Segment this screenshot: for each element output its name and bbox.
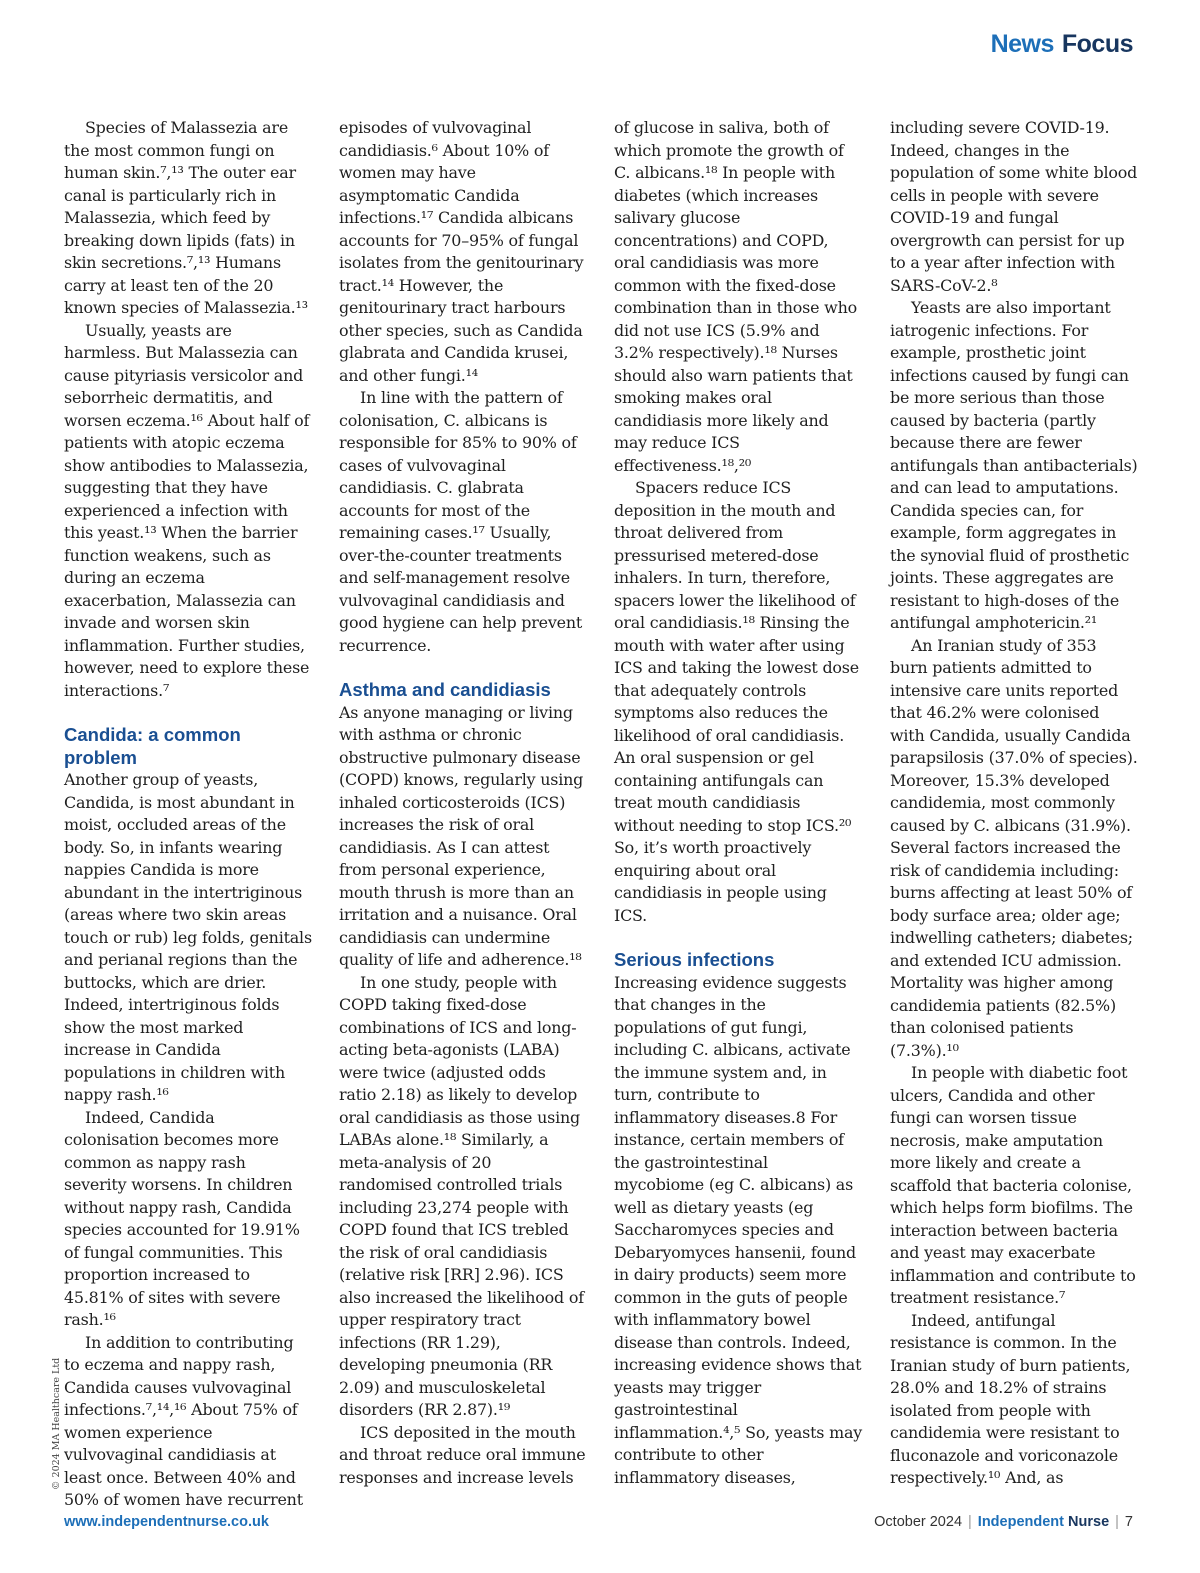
magazine-name-a: Independent — [977, 1514, 1064, 1530]
issue-date: October 2024 — [874, 1514, 963, 1530]
footer-folio — [874, 1514, 1133, 1530]
page-footer — [64, 1514, 1133, 1536]
paragraph: In line with the pattern of colonisation, C. albicans is responsible for 85% to 90% of cases of vulvovaginal candidiasis. C. glabrata accounts for most of the remaining cases.¹⁷ Usually, over-the-counter treatments and self-management resolve vulvovaginal candidiasis and good hygiene can help prevent recurrence. — [339, 388, 583, 655]
subheading-asthma: Asthma and candidiasis — [339, 679, 551, 700]
paragraph: In people with diabetic foot ulcers, Candida and other fungi can worsen tissue necrosis, make amputation more likely and create a scaffold that bacteria colonise, which helps form biofilms. The interaction between bacteria and yeast may exacerbate inflammation and contribute to treatment resistance.⁷ — [890, 1063, 1136, 1307]
paragraph: An Iranian study of 353 burn patients admitted to intensive care units reported that 46.2% were colonised with Candida, usually Candida parapsilosis (37.0% of species). Moreover, 15.3% developed candidemia, most commonly caused by C. albicans (31.9%). Several factors increased the risk of candidemia including: burns affecting at least 50% of body surface area; older age; indwelling catheters; diabetes; and extended ICU admission. Mortality was higher among candidemia patients (82.5%) than colonised patients (7.3%).¹⁰ — [890, 635, 1138, 1060]
paragraph: Species of Malassezia are the most common fungi on human skin.⁷,¹³ The outer ear canal is particularly rich in Malassezia, which feed by breaking down lipids (fats) in skin secretions.⁷,¹³ Humans carry at least ten of the 20 known species of Malassezia.¹³ — [64, 118, 308, 317]
website-link[interactable]: www.independentnurse.co.uk — [64, 1514, 269, 1530]
article-column-3 — [614, 117, 862, 1489]
subheading-candida: Candida: a common problem — [64, 724, 241, 768]
paragraph: of glucose in saliva, both of which promote the growth of C. albicans.¹⁸ In people with diabetes (which increases salivary glucose concentrations) and COPD, oral candidiasis was more common with the fixed-dose combination than in those who did not use ICS (5.9% and 3.2% respectively).¹⁸ Nurses should also warn patients that smoking makes oral candidiasis more likely and may reduce ICS effectiveness.¹⁸,²⁰ — [614, 118, 857, 475]
paragraph: Yeasts are also important iatrogenic infections. For example, prosthetic joint infections caused by fungi can be more serious than those caused by bacteria (partly because there are fewer antifungals than antibacterials) and can lead to amputations. Candida species can, for example, form aggregates in the synovial fluid of prosthetic joints. These aggregates are resistant to high-doses of the antifungal amphotericin.²¹ — [890, 298, 1138, 632]
paragraph: Indeed, antifungal resistance is common. In the Iranian study of burn patients, 28.0% and 18.2% of strains isolated from people with candidemia were resistant to fluconazole and voriconazole respectively.¹⁰ And, as — [890, 1310, 1131, 1487]
copyright-notice: © 2024 MA Healthcare Ltd — [51, 1357, 62, 1490]
paragraph: including severe COVID-19. Indeed, changes in the population of some white blood cells in people with severe COVID-19 and fungal overgrowth can persist for up to a year after infection with SARS-CoV-2.⁸ — [890, 118, 1138, 295]
paragraph: In addition to contributing to eczema and nappy rash, Candida causes vulvovaginal infections.⁷,¹⁴,¹⁶ About 75% of women experience vulvovaginal candidiasis at least once. Between 40% and 50% of women have recurrent — [64, 1332, 303, 1509]
magazine-name-b: Nurse — [1068, 1514, 1110, 1530]
page-number: 7 — [1124, 1514, 1133, 1530]
article-column-1 — [64, 117, 312, 1512]
section-label-focus: Focus — [1061, 30, 1133, 58]
paragraph: episodes of vulvovaginal candidiasis.⁶ About 10% of women may have asymptomatic Candida infections.¹⁷ Candida albicans accounts for 70–95% of fungal isolates from the genitourinary tract.¹⁴ However, the genitourinary tract harbours other species, such as Candida glabrata and Candida krusei, and other fungi.¹⁴ — [339, 118, 584, 385]
folio-separator: | — [968, 1514, 972, 1530]
paragraph: Spacers reduce ICS deposition in the mouth and throat delivered from pressurised metered-dose inhalers. In turn, therefore, spacers lower the likelihood of oral candidiasis.¹⁸ Rinsing the mouth with water after using ICS and taking the lowest dose that adequately controls symptoms also reduces the likelihood of oral candidiasis. An oral suspension or gel containing antifungals can treat mouth candidiasis without needing to stop ICS.²⁰ So, it’s worth proactively enquiring about oral candidiasis in people using ICS. — [614, 478, 859, 925]
article-column-4 — [890, 117, 1138, 1490]
section-label-news: News — [990, 30, 1054, 58]
paragraph: Increasing evidence suggests that changes in the populations of gut fungi, including C. albicans, activate the immune system and, in turn, contribute to inflammatory diseases.8 For instance, certain members of the gastrointestinal mycobiome (eg C. albicans) as well as dietary yeasts (eg Saccharomyces species and Debaryomyces hansenii, found in dairy products) seem more common in the guts of people with inflammatory bowel disease than controls. Indeed, increasing evidence shows that yeasts may trigger gastrointestinal inflammation.⁴,⁵ So, yeasts may contribute to other inflammatory diseases, — [614, 972, 863, 1487]
paragraph: Indeed, Candida colonisation becomes more common as nappy rash severity worsens. In children without nappy rash, Candida species accounted for 19.91% of fungal communities. This proportion increased to 45.81% of sites with severe rash.¹⁶ — [64, 1107, 300, 1329]
paragraph: ICS deposited in the mouth and throat reduce oral immune responses and increase levels — [339, 1422, 586, 1487]
paragraph: Usually, yeasts are harmless. But Malassezia can cause pityriasis versicolor and seborrheic dermatitis, and worsen eczema.¹⁶ About half of patients with atopic eczema show antibodies to Malassezia, suggesting that they have experienced a infection with this yeast.¹³ When the barrier function weakens, such as during an eczema exacerbation, Malassezia can invade and worsen skin inflammation. Further studies, however, need to explore these interactions.⁷ — [64, 320, 310, 700]
section-header — [991, 30, 1133, 59]
article-column-2 — [339, 117, 587, 1489]
subheading-serious-infections: Serious infections — [614, 949, 775, 970]
paragraph: As anyone managing or living with asthma or chronic obstructive pulmonary disease (COPD) knows, regularly using inhaled corticosteroids (ICS) increases the risk of oral candidiasis. As I can attest from personal experience, mouth thrush is more than an irritation and a nuisance. Oral candidiasis can undermine quality of life and adherence.¹⁸ — [339, 702, 584, 969]
paragraph: In one study, people with COPD taking fixed-dose combinations of ICS and long-acting beta-agonists (LABA) were twice (adjusted odds ratio 2.18) as likely to develop oral candidiasis as those using LABAs alone.¹⁸ Similarly, a meta-analysis of 20 randomised controlled trials including 23,274 people with COPD found that ICS trebled the risk of oral candidiasis (relative risk [RR] 2.96). ICS also increased the likelihood of upper respiratory tract infections (RR 1.29), developing pneumonia (RR 2.09) and musculoskeletal disorders (RR 2.87).¹⁹ — [339, 972, 584, 1419]
paragraph: Another group of yeasts, Candida, is most abundant in moist, occluded areas of the body. So, in infants wearing nappies Candida is more abundant in the intertriginous (areas where two skin areas touch or rub) leg folds, genitals and perianal regions than the buttocks, which are drier. Indeed, intertriginous folds show the most marked increase in Candida populations in children with nappy rash.¹⁶ — [64, 770, 312, 1104]
folio-separator: | — [1115, 1514, 1119, 1530]
